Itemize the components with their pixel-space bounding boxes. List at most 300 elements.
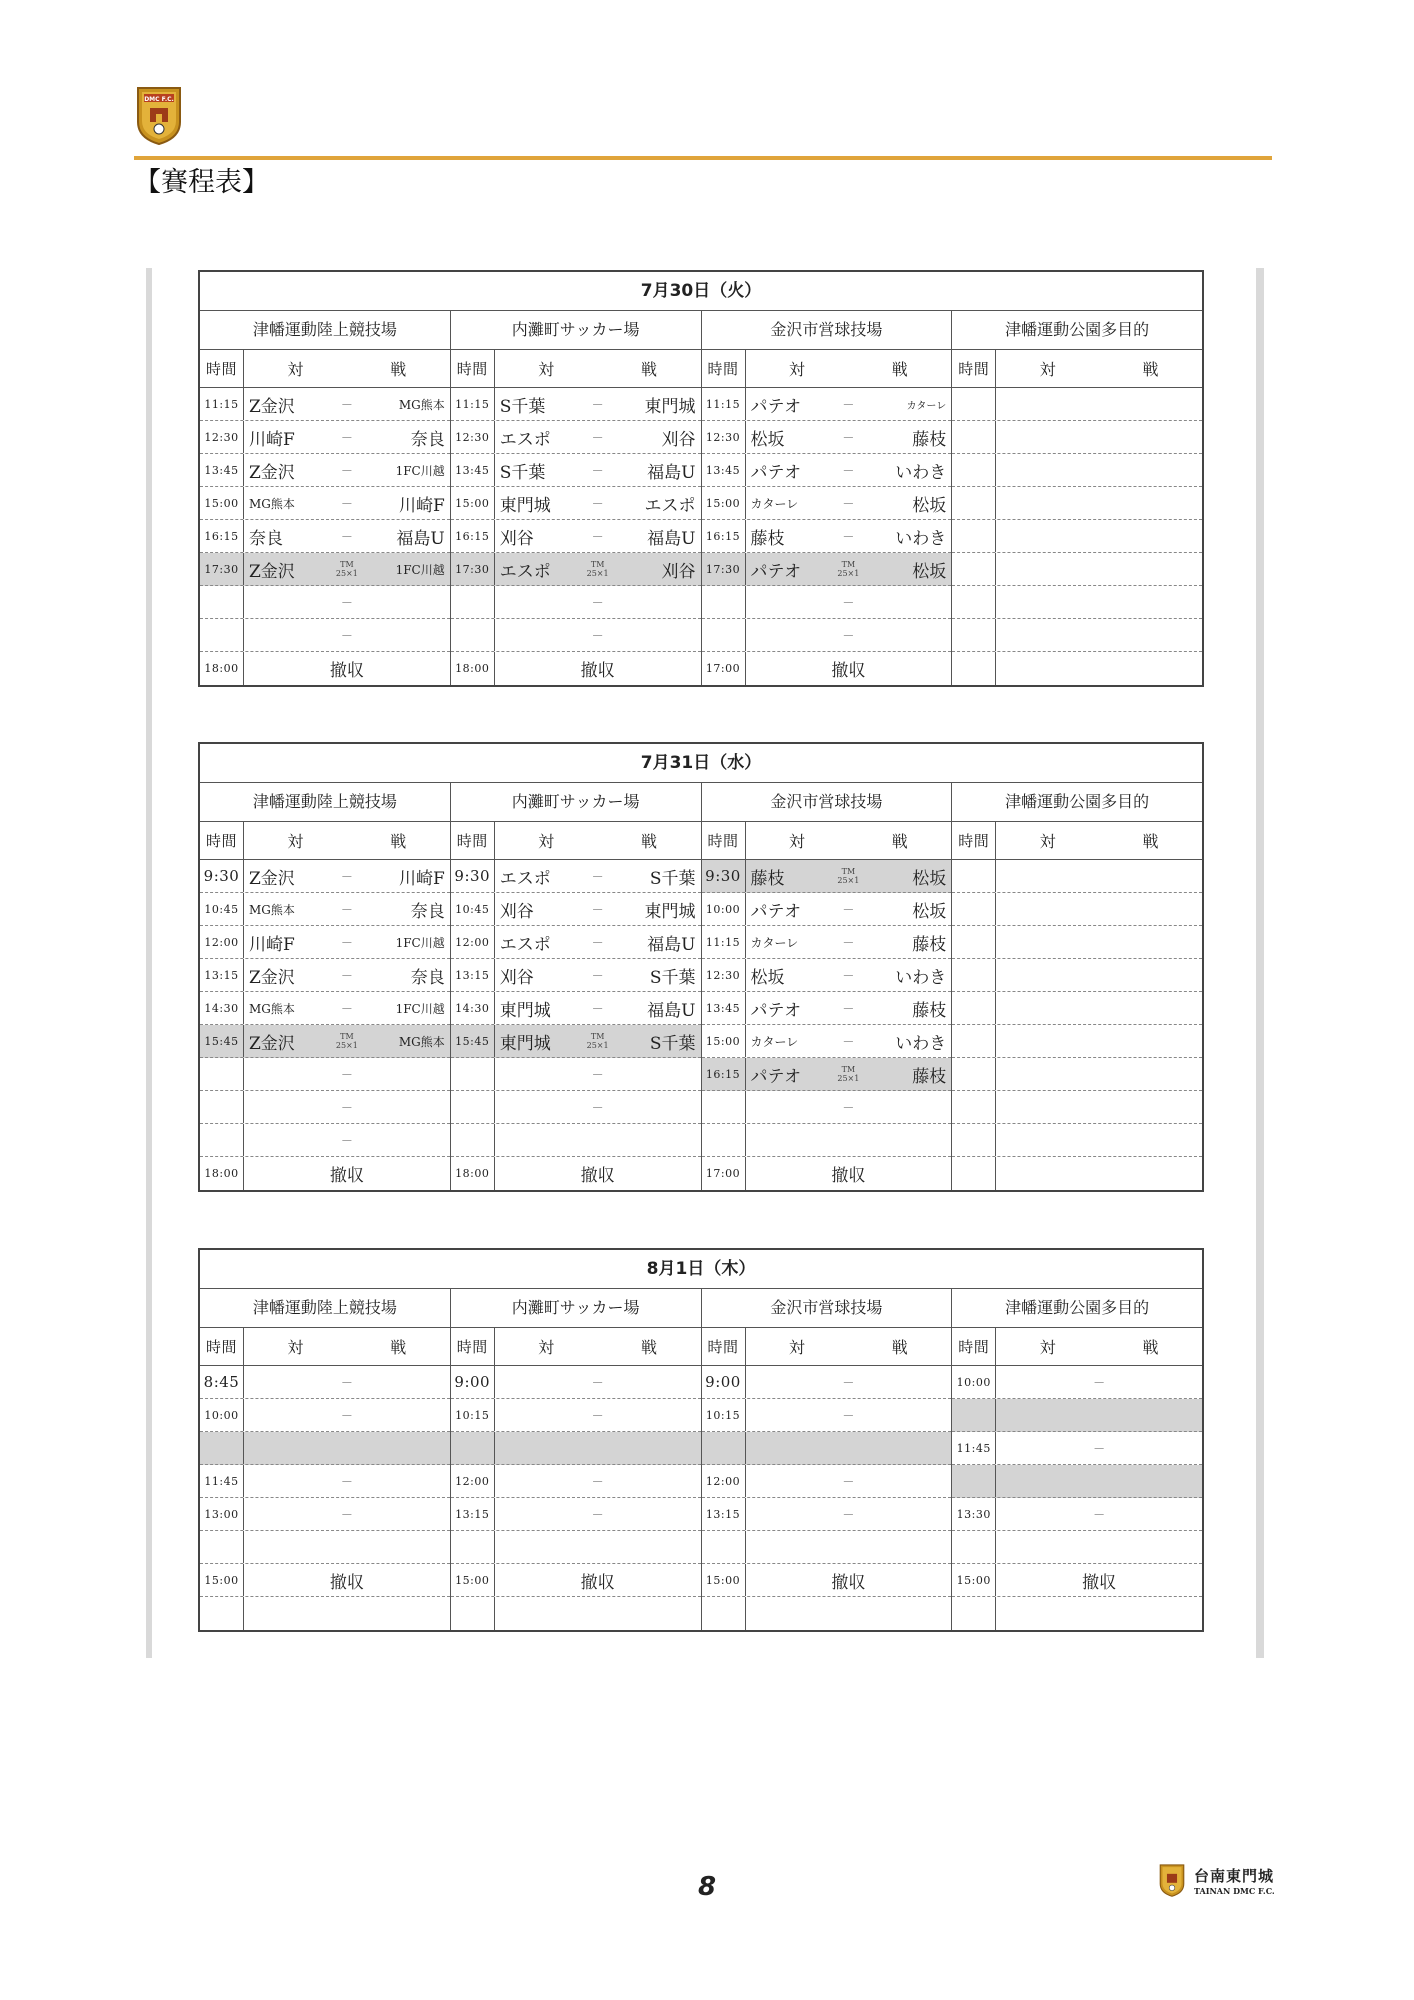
vs-dash: －	[340, 1100, 353, 1115]
home-team: MG熊本	[249, 902, 295, 917]
match-row	[702, 1025, 952, 1058]
away-team: 川崎F	[398, 868, 445, 889]
match-cell	[244, 1531, 450, 1563]
venue-name: 金沢市営球技場	[702, 1289, 953, 1327]
match-time: 12:00	[451, 926, 495, 958]
match-time: 10:45	[200, 893, 244, 925]
vs-dash: －	[842, 595, 855, 610]
match-row	[451, 1597, 701, 1630]
tm-duration: 25×1	[586, 1041, 609, 1050]
venue-column	[200, 1328, 451, 1630]
match-time: 13:15	[200, 959, 244, 991]
match-time: 9:30	[200, 860, 244, 892]
home-team: 川崎F	[249, 934, 295, 955]
match-time: 15:00	[200, 487, 244, 519]
tm-duration: 25×1	[837, 569, 860, 578]
venue-name: 内灘町サッカー場	[451, 783, 702, 821]
match-time	[451, 1531, 495, 1563]
match-time	[451, 1124, 495, 1156]
teardown-label: 撤収	[831, 1166, 866, 1186]
match-cell	[996, 388, 1202, 420]
match-cell	[996, 1465, 1202, 1497]
schedule-day-table	[198, 270, 1204, 687]
match-cell	[996, 1399, 1202, 1431]
venue-column	[702, 350, 953, 685]
match-row	[200, 487, 450, 520]
match-cell	[244, 1399, 450, 1431]
away-team: 1FC川越	[395, 562, 445, 577]
venue-column	[200, 822, 451, 1190]
match-row	[702, 619, 952, 652]
match-header	[996, 1328, 1202, 1365]
venue-header-row	[200, 1289, 1202, 1328]
match-row	[200, 1124, 450, 1157]
match-cell	[746, 1432, 952, 1464]
match-row	[451, 1091, 701, 1124]
away-team: 福島U	[647, 528, 696, 549]
match-cell	[244, 454, 450, 486]
match-cell	[996, 1366, 1202, 1398]
match-cell	[996, 860, 1202, 892]
home-team: エスポ	[499, 561, 551, 582]
match-cell	[495, 1531, 701, 1563]
match-cell	[495, 1366, 701, 1398]
vs-dash: －	[340, 1408, 353, 1423]
match-cell	[746, 1564, 952, 1596]
column-header	[451, 822, 701, 860]
away-team: いわき	[895, 1033, 947, 1054]
teardown-label: 撤収	[580, 1166, 615, 1186]
home-team: 松坂	[750, 429, 785, 450]
venue-name: 津幡運動公園多目的	[1005, 1298, 1150, 1317]
match-header-b: 戦	[891, 832, 908, 851]
match-time	[952, 1399, 996, 1431]
home-team: カターレ	[750, 935, 799, 950]
match-cell	[996, 586, 1202, 618]
vs-dash: －	[842, 430, 855, 445]
match-row	[200, 1091, 450, 1124]
match-time	[200, 586, 244, 618]
match-time	[952, 1157, 996, 1190]
match-cell	[495, 959, 701, 991]
match-time: 10:00	[702, 893, 746, 925]
venue-name: 内灘町サッカー場	[451, 311, 702, 349]
vs-dash: －	[842, 968, 855, 983]
match-cell	[244, 520, 450, 552]
match-cell	[996, 1564, 1202, 1596]
match-time	[200, 1124, 244, 1156]
teardown-label: 撤収	[580, 1572, 615, 1593]
match-time: 12:00	[200, 926, 244, 958]
column-header	[200, 1328, 450, 1366]
match-cell	[746, 1058, 952, 1090]
match-header	[244, 350, 450, 387]
match-time: 16:15	[451, 520, 495, 552]
match-cell	[996, 1498, 1202, 1530]
match-header	[495, 822, 701, 859]
match-time	[952, 992, 996, 1024]
match-time: 18:00	[451, 652, 495, 685]
match-header-b: 戦	[1142, 832, 1159, 851]
match-time: 9:00	[702, 1366, 746, 1398]
match-time	[451, 586, 495, 618]
teardown-row	[451, 1564, 701, 1597]
venue-name: 津幡運動陸上競技場	[200, 311, 451, 349]
match-time: 13:45	[451, 454, 495, 486]
home-team: パテオ	[750, 901, 802, 922]
match-cell	[495, 553, 701, 585]
venue-name: 津幡運動陸上競技場	[200, 1289, 451, 1327]
match-row	[952, 893, 1202, 926]
match-time: 10:45	[451, 893, 495, 925]
home-team: パテオ	[750, 561, 802, 582]
match-time	[200, 1597, 244, 1630]
match-row	[702, 1091, 952, 1124]
venue-column	[952, 1328, 1202, 1630]
venue-name: 金沢市営球技場	[702, 783, 953, 821]
sheet-edge-right	[1256, 268, 1264, 1658]
column-header	[200, 822, 450, 860]
match-time: 9:30	[702, 860, 746, 892]
vs-dash: －	[591, 1100, 604, 1115]
match-row	[200, 893, 450, 926]
match-header	[746, 1328, 952, 1365]
match-cell	[996, 893, 1202, 925]
match-row	[200, 454, 450, 487]
match-row	[451, 487, 701, 520]
away-team: 松坂	[912, 495, 947, 516]
match-row	[702, 959, 952, 992]
header-rule	[134, 156, 1272, 160]
match-cell	[746, 1124, 952, 1156]
teardown-label: 撤収	[831, 661, 866, 681]
teardown-row	[451, 1157, 701, 1190]
vs-dash: －	[340, 902, 353, 917]
tm-label: TM	[590, 1032, 605, 1041]
match-header-a: 対	[538, 1338, 555, 1357]
home-team: 刈谷	[499, 528, 534, 549]
match-cell	[746, 893, 952, 925]
home-team: 川崎F	[249, 429, 295, 450]
away-team: 刈谷	[661, 429, 696, 450]
day-title: 7月30日（火）	[200, 272, 1202, 311]
match-row	[451, 860, 701, 893]
match-cell	[244, 1465, 450, 1497]
match-row	[952, 553, 1202, 586]
vs-dash: －	[340, 595, 353, 610]
match-row	[451, 1366, 701, 1399]
match-row	[702, 421, 952, 454]
match-time: 17:00	[702, 1157, 746, 1190]
match-cell	[746, 1157, 952, 1190]
match-cell	[996, 1531, 1202, 1563]
match-row	[451, 1058, 701, 1091]
schedule-grid	[200, 350, 1202, 685]
match-time: 13:30	[952, 1498, 996, 1530]
venue-column	[702, 822, 953, 1190]
match-row	[200, 1498, 450, 1531]
match-cell	[996, 1124, 1202, 1156]
away-team: 東門城	[644, 396, 696, 417]
match-row	[200, 1432, 450, 1465]
match-time: 10:00	[952, 1366, 996, 1398]
match-time: 13:15	[451, 959, 495, 991]
match-cell	[244, 652, 450, 685]
match-row	[200, 1531, 450, 1564]
match-time	[952, 520, 996, 552]
match-cell	[244, 586, 450, 618]
venue-column	[952, 822, 1202, 1190]
match-time: 18:00	[200, 1157, 244, 1190]
match-header-b: 戦	[1142, 360, 1159, 379]
match-header-a: 対	[538, 360, 555, 379]
match-header-b: 戦	[390, 1338, 407, 1357]
teardown-row	[702, 1564, 952, 1597]
teardown-row	[200, 1564, 450, 1597]
match-time: 12:30	[702, 421, 746, 453]
match-row	[952, 1432, 1202, 1465]
match-row	[952, 1157, 1202, 1190]
match-header	[244, 1328, 450, 1365]
venue-header-row	[200, 783, 1202, 822]
match-row	[702, 1597, 952, 1630]
vs-dash: －	[842, 1034, 855, 1049]
match-cell	[495, 454, 701, 486]
vs-dash: －	[591, 1375, 604, 1390]
match-cell	[746, 487, 952, 519]
vs-dash: －	[842, 529, 855, 544]
match-header-a: 対	[287, 832, 304, 851]
match-cell	[746, 586, 952, 618]
match-row	[451, 1432, 701, 1465]
teardown-label: 撤収	[329, 1166, 364, 1186]
match-cell	[495, 1597, 701, 1630]
match-header	[996, 822, 1202, 859]
vs-dash: －	[842, 1375, 855, 1390]
home-team: パテオ	[750, 1066, 802, 1087]
vs-dash: －	[842, 496, 855, 511]
vs-dash: －	[340, 496, 353, 511]
match-header	[746, 350, 952, 387]
match-row	[702, 1058, 952, 1091]
match-cell	[746, 992, 952, 1024]
match-row	[702, 1498, 952, 1531]
time-header: 時間	[200, 350, 244, 387]
match-row	[952, 1597, 1202, 1630]
match-cell	[244, 1157, 450, 1190]
match-row	[200, 388, 450, 421]
match-time: 12:30	[200, 421, 244, 453]
tm-label: TM	[841, 1065, 856, 1074]
match-cell	[244, 553, 450, 585]
away-team: 藤枝	[912, 934, 947, 955]
teardown-row	[200, 652, 450, 685]
match-time	[952, 926, 996, 958]
match-cell	[746, 1597, 952, 1630]
vs-dash: －	[340, 968, 353, 983]
time-header: 時間	[200, 822, 244, 859]
match-row	[952, 926, 1202, 959]
match-row	[451, 926, 701, 959]
match-row	[952, 1366, 1202, 1399]
training-match-mark	[580, 1032, 616, 1050]
match-time	[952, 1124, 996, 1156]
venue-name: 津幡運動陸上競技場	[200, 783, 451, 821]
match-cell	[244, 388, 450, 420]
match-header	[244, 822, 450, 859]
match-time	[702, 1091, 746, 1123]
match-cell	[996, 1157, 1202, 1190]
teardown-row	[200, 1157, 450, 1190]
match-cell	[244, 487, 450, 519]
vs-dash: －	[340, 397, 353, 412]
away-team: S千葉	[649, 967, 696, 988]
match-header-b: 戦	[1142, 1338, 1159, 1357]
match-row	[952, 1058, 1202, 1091]
match-cell	[244, 1058, 450, 1090]
vs-dash: －	[591, 1067, 604, 1082]
teardown-row	[451, 652, 701, 685]
match-cell	[495, 1124, 701, 1156]
match-time: 12:00	[702, 1465, 746, 1497]
vs-dash: －	[842, 397, 855, 412]
home-team: 東門城	[499, 495, 551, 516]
match-row	[702, 454, 952, 487]
away-team: 奈良	[410, 901, 445, 922]
tm-duration: 25×1	[837, 1074, 860, 1083]
match-time	[952, 619, 996, 651]
match-time	[200, 1058, 244, 1090]
match-time: 17:30	[200, 553, 244, 585]
match-time	[200, 1531, 244, 1563]
match-row	[702, 1465, 952, 1498]
match-cell	[495, 520, 701, 552]
match-cell	[746, 388, 952, 420]
match-header	[495, 1328, 701, 1365]
vs-dash: －	[340, 529, 353, 544]
match-cell	[996, 619, 1202, 651]
venue-name: 津幡運動公園多目的	[1005, 320, 1150, 339]
match-cell	[996, 421, 1202, 453]
match-cell	[495, 1465, 701, 1497]
match-header-a: 対	[1039, 360, 1056, 379]
vs-dash: －	[842, 463, 855, 478]
match-time: 16:15	[200, 520, 244, 552]
vs-dash: －	[340, 628, 353, 643]
schedule-grid	[200, 822, 1202, 1190]
column-header	[200, 350, 450, 388]
training-match-mark	[329, 560, 365, 578]
match-cell	[495, 860, 701, 892]
match-cell	[244, 1597, 450, 1630]
tm-label: TM	[841, 560, 856, 569]
match-header-a: 対	[1039, 832, 1056, 851]
match-time: 11:15	[702, 926, 746, 958]
venue-column	[200, 350, 451, 685]
away-team: S千葉	[649, 1033, 696, 1054]
vs-dash: －	[340, 1375, 353, 1390]
vs-dash: －	[340, 463, 353, 478]
home-team: エスポ	[499, 934, 551, 955]
match-row	[952, 1091, 1202, 1124]
match-header-a: 対	[788, 1338, 805, 1357]
vs-dash: －	[842, 628, 855, 643]
vs-dash: －	[1093, 1441, 1106, 1456]
home-team: S千葉	[499, 396, 546, 417]
match-header-a: 対	[1039, 1338, 1056, 1357]
vs-dash: －	[591, 397, 604, 412]
match-time: 13:45	[702, 992, 746, 1024]
vs-dash: －	[340, 1474, 353, 1489]
away-team: S千葉	[649, 868, 696, 889]
away-team: 1FC川越	[395, 1001, 445, 1016]
vs-dash: －	[591, 1408, 604, 1423]
teardown-row	[702, 652, 952, 685]
match-time	[451, 1058, 495, 1090]
match-time: 15:45	[451, 1025, 495, 1057]
match-cell	[244, 619, 450, 651]
home-team: Z金沢	[249, 462, 295, 483]
match-cell	[495, 1025, 701, 1057]
match-time: 17:30	[451, 553, 495, 585]
match-time: 13:00	[200, 1498, 244, 1530]
match-row	[702, 487, 952, 520]
match-header-a: 対	[538, 832, 555, 851]
match-row	[200, 860, 450, 893]
match-header-b: 戦	[641, 360, 658, 379]
match-row	[200, 926, 450, 959]
vs-dash: －	[591, 463, 604, 478]
schedule-day-table	[198, 1248, 1204, 1632]
home-team: Z金沢	[249, 868, 295, 889]
column-header	[952, 822, 1202, 860]
home-team: 東門城	[499, 1033, 551, 1054]
match-header	[495, 350, 701, 387]
away-team: 川崎F	[398, 495, 445, 516]
match-time	[952, 860, 996, 892]
match-cell	[244, 421, 450, 453]
vs-dash: －	[340, 1001, 353, 1016]
match-row	[451, 893, 701, 926]
match-cell	[746, 454, 952, 486]
training-match-mark	[830, 560, 866, 578]
match-row	[702, 893, 952, 926]
match-header-a: 対	[287, 360, 304, 379]
match-row	[200, 1465, 450, 1498]
vs-dash: －	[591, 595, 604, 610]
match-row	[451, 1124, 701, 1157]
match-cell	[746, 1465, 952, 1497]
match-cell	[996, 1058, 1202, 1090]
away-team: 藤枝	[912, 1066, 947, 1087]
match-cell	[495, 992, 701, 1024]
match-time	[702, 1531, 746, 1563]
match-header-b: 戦	[641, 1338, 658, 1357]
teardown-row	[952, 1564, 1202, 1597]
match-row	[702, 1366, 952, 1399]
column-header	[702, 350, 952, 388]
match-cell	[495, 1058, 701, 1090]
away-team: 1FC川越	[395, 935, 445, 950]
match-cell	[746, 1531, 952, 1563]
vs-dash: －	[842, 1507, 855, 1522]
column-header	[451, 1328, 701, 1366]
tm-duration: 25×1	[335, 1041, 358, 1050]
away-team: 藤枝	[912, 1000, 947, 1021]
match-row	[952, 1025, 1202, 1058]
time-header: 時間	[952, 822, 996, 859]
day-title: 7月31日（水）	[200, 744, 1202, 783]
